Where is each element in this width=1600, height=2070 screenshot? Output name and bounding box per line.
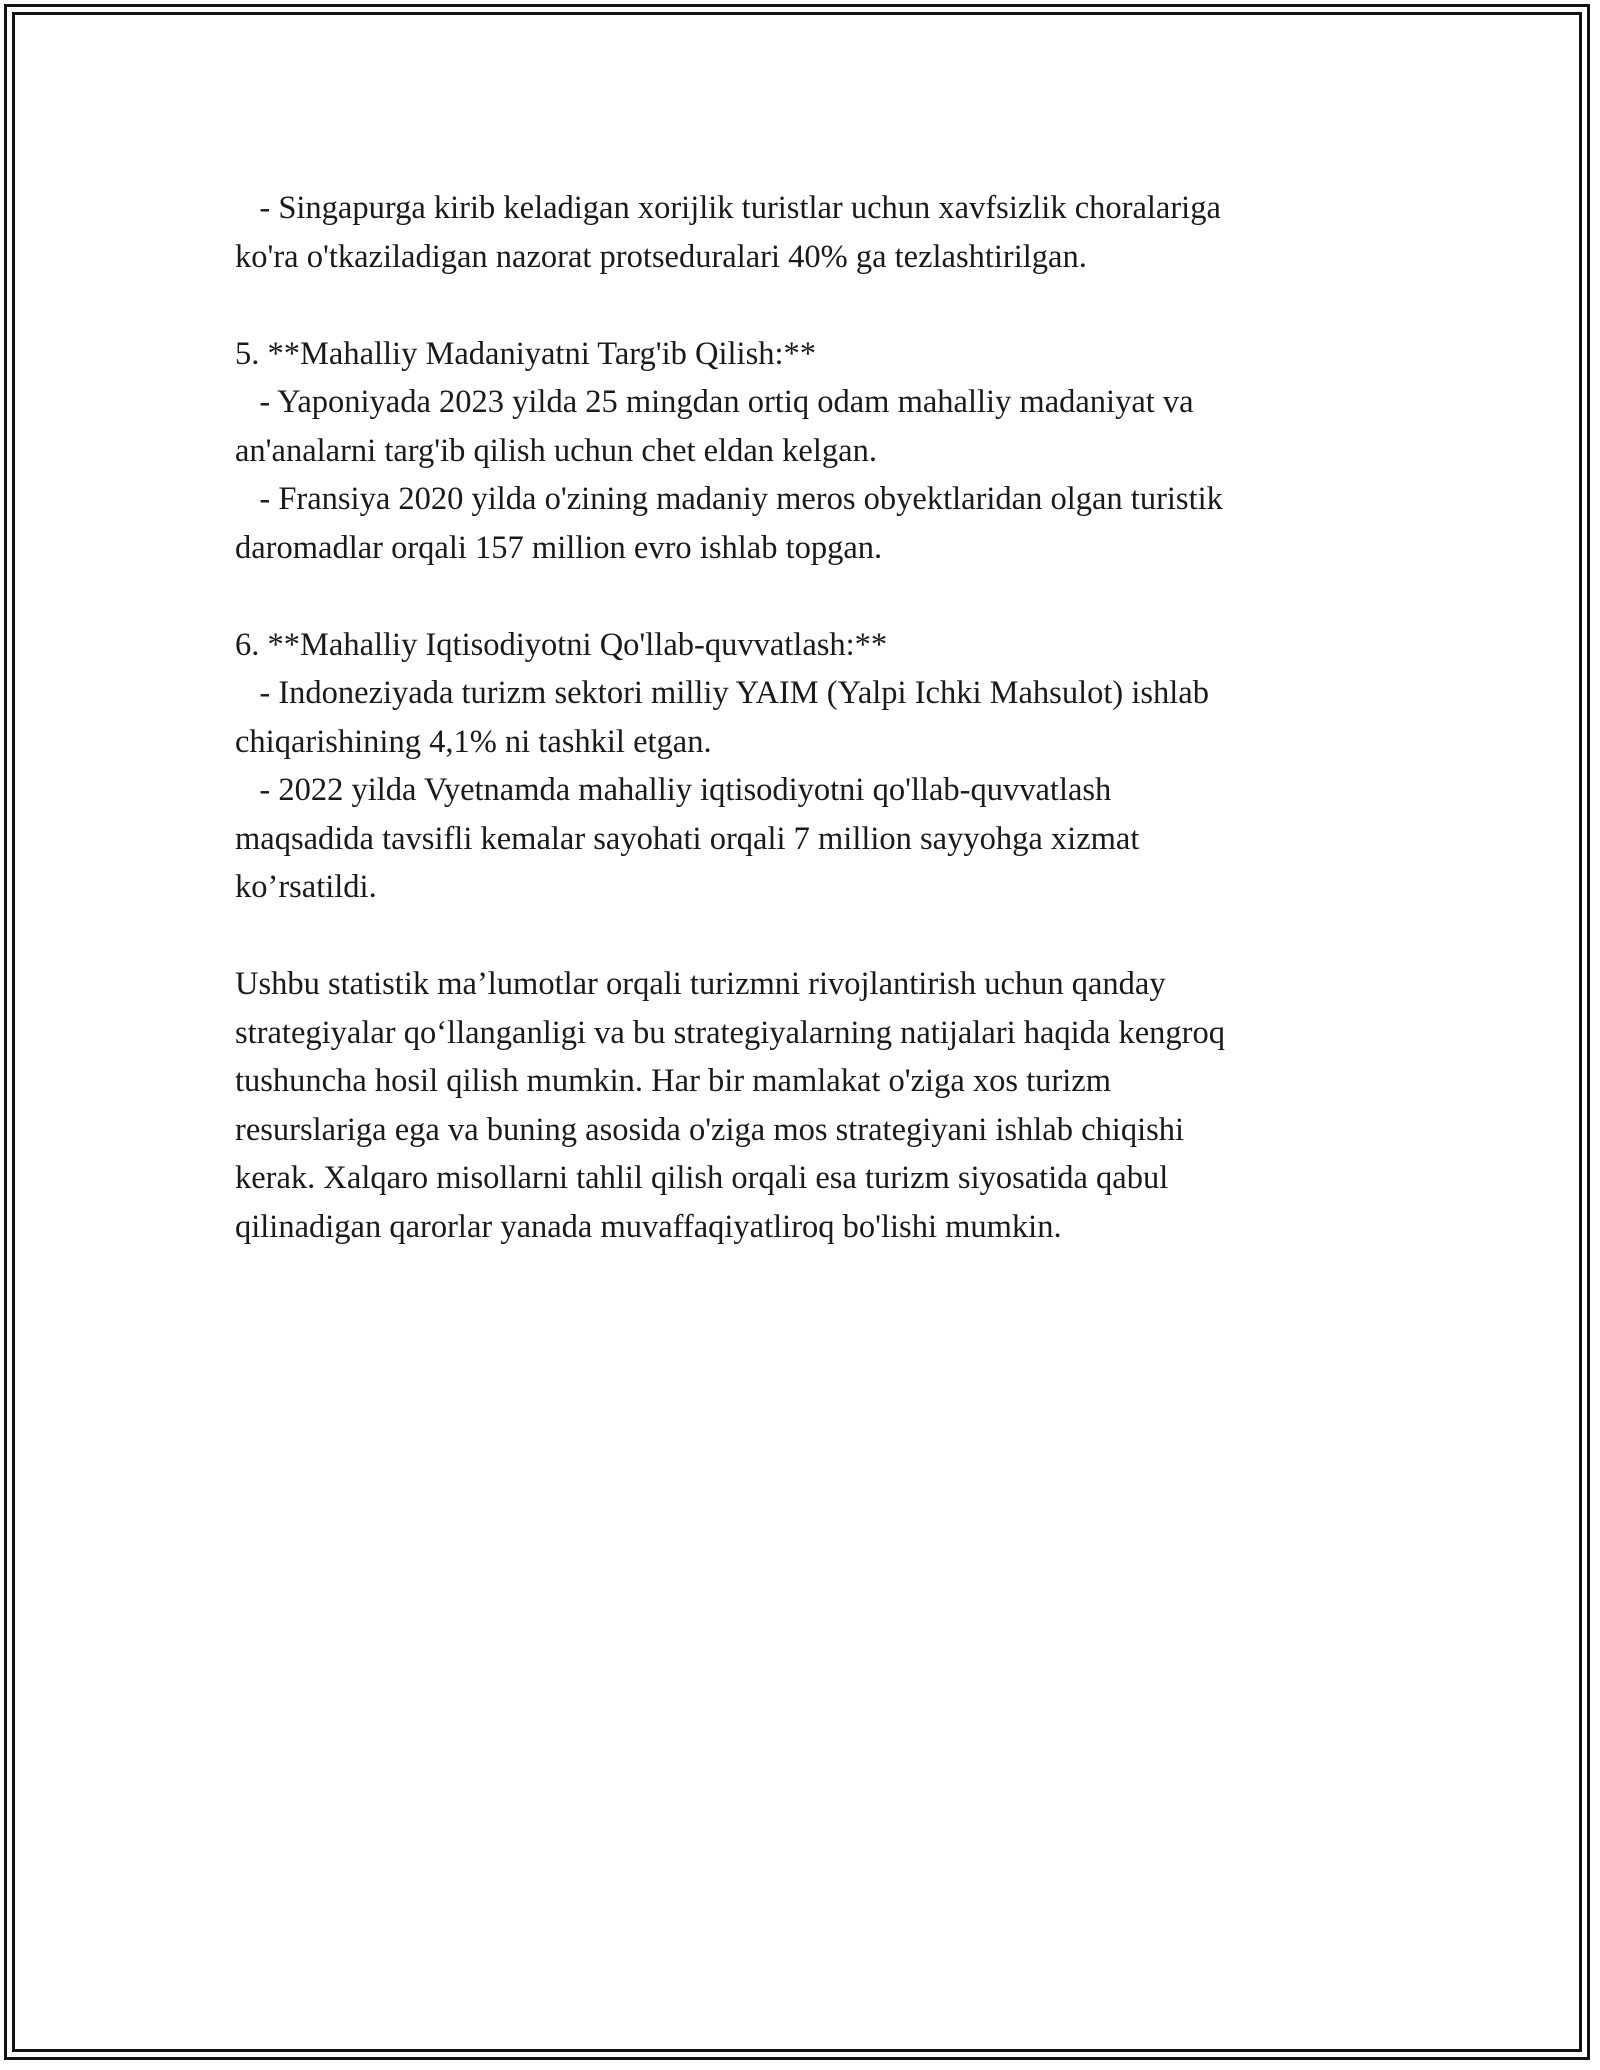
text-line: - Singapurga kirib keladigan xorijlik turistlar uchun xavfsizlik choralariga xyxy=(235,190,1221,226)
singapore-bullet xyxy=(235,184,1375,281)
text-line: - Yaponiyada 2023 yilda 25 mingdan ortiq odam mahalliy madaniyat va xyxy=(235,384,1194,420)
text-line: kerak. Xalqaro misollarni tahlil qilish orqali esa turizm siyosatida qabul xyxy=(235,1160,1169,1196)
text-line: daromadlar orqali 157 million evro ishlab topgan. xyxy=(235,529,883,566)
section-5 xyxy=(235,330,1375,573)
text-line: strategiyalar qo‘llanganligi va bu strategiyalarning natijalari haqida kengroq xyxy=(235,1014,1225,1051)
section-heading: 5. **Mahalliy Madaniyatni Targ'ib Qilish:** xyxy=(235,335,817,372)
text-line: - Fransiya 2020 yilda o'zining madaniy meros obyektlaridan olgan turistik xyxy=(235,481,1223,517)
text-line: - 2022 yilda Vyetnamda mahalliy iqtisodiyotni qo'llab-quvvatlash xyxy=(235,772,1112,808)
text-line: an'analarni targ'ib qilish uchun chet eldan kelgan. xyxy=(235,432,877,469)
text-line: Ushbu statistik ma’lumotlar orqali turizmni rivojlantirish uchun qanday xyxy=(235,966,1166,1002)
text-line: maqsadida tavsifli kemalar sayohati orqali 7 million sayyohga xizmat xyxy=(235,820,1140,857)
text-line: resurslariga ega va buning asosida o'ziga mos strategiyani ishlab chiqishi xyxy=(235,1111,1185,1148)
text-line: - Indoneziyada turizm sektori milliy YAIM (Yalpi Ichki Mahsulot) ishlab xyxy=(235,675,1209,711)
paragraph-gap xyxy=(235,281,1375,330)
paragraph-gap xyxy=(235,912,1375,961)
paragraph-gap xyxy=(235,572,1375,621)
text-line: chiqarishining 4,1% ni tashkil etgan. xyxy=(235,723,712,760)
conclusion-paragraph xyxy=(235,960,1375,1251)
text-line: qilinadigan qarorlar yanada muvaffaqiyatliroq bo'lishi mumkin. xyxy=(235,1208,1062,1245)
text-line: ko'ra o'tkaziladigan nazorat protseduralari 40% ga tezlashtirilgan. xyxy=(235,238,1087,275)
section-6 xyxy=(235,621,1375,912)
document-body xyxy=(235,184,1375,1251)
text-line: tushuncha hosil qilish mumkin. Har bir mamlakat o'ziga xos turizm xyxy=(235,1063,1111,1099)
text-line: ko’rsatildi. xyxy=(235,869,377,905)
section-heading: 6. **Mahalliy Iqtisodiyotni Qo'llab-quvvatlash:** xyxy=(235,626,888,663)
